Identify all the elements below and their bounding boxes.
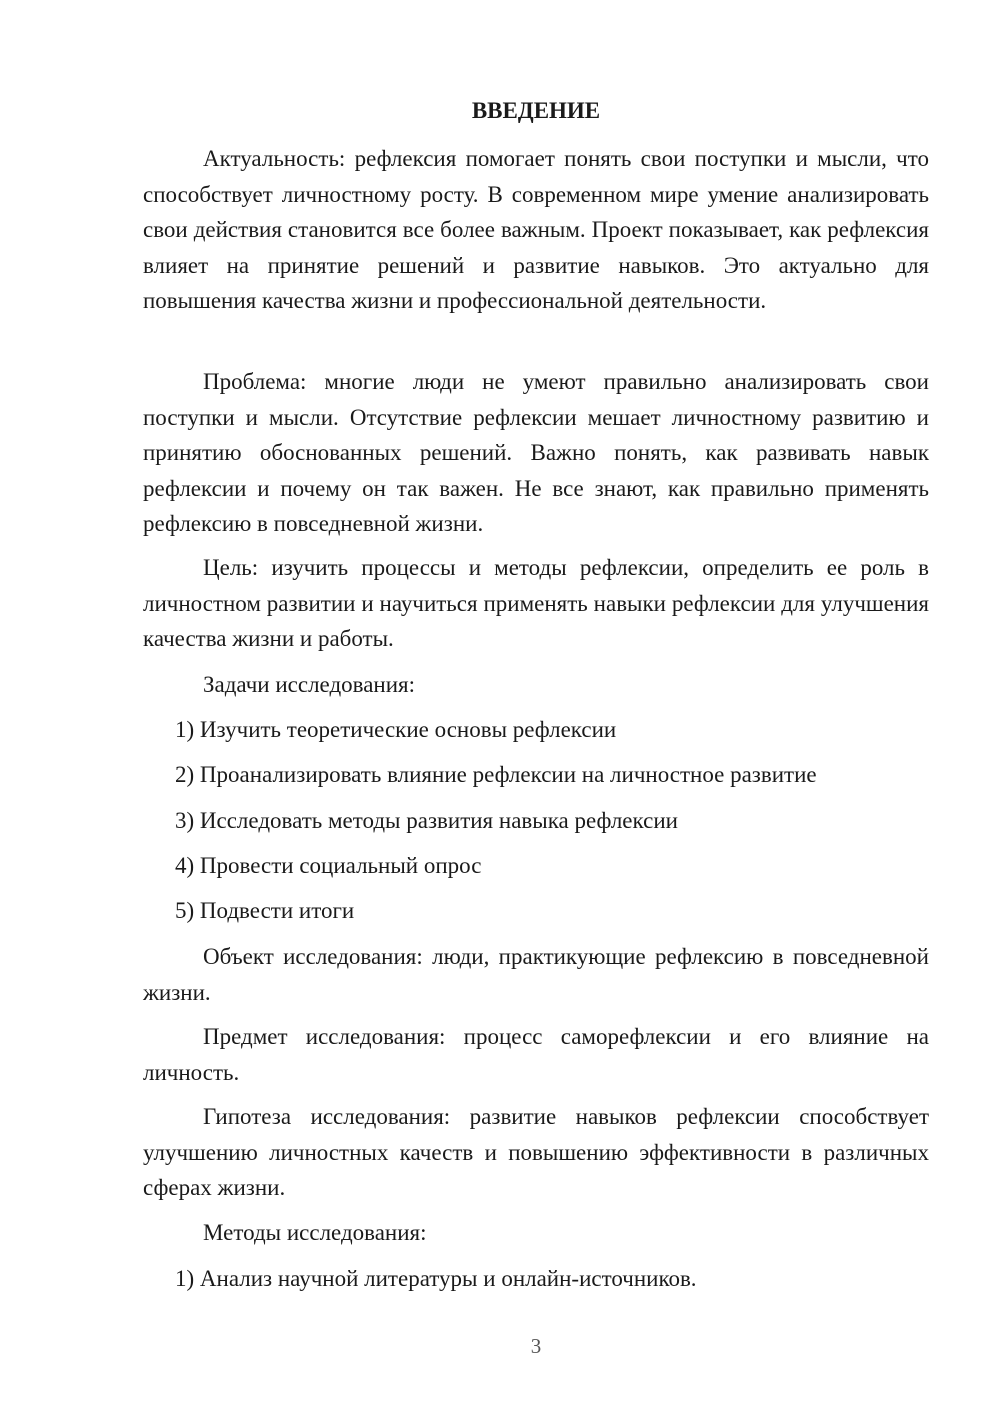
method-item-1: 1) Анализ научной литературы и онлайн-источников. (175, 1266, 697, 1291)
task-item-3: 3) Исследовать методы развития навыка рефлексии (175, 808, 678, 833)
object-paragraph: Объект исследования: люди, практикующие рефлексию в повседневной жизни. (143, 944, 929, 1005)
hypothesis-paragraph: Гипотеза исследования: развитие навыков рефлексии способствует улучшению личностных качеств и повышению эффективности в различных сферах жизни. (143, 1104, 929, 1200)
page-heading: ВВЕДЕНИЕ (471, 98, 601, 123)
task-item-4: 4) Провести социальный опрос (175, 853, 482, 878)
tasks-title: Задачи исследования: (203, 672, 416, 697)
goal-paragraph: Цель: изучить процессы и методы рефлексии, определить ее роль в личностном развитии и научиться применять навыки рефлексии для улучшения качества жизни и работы. (143, 555, 929, 651)
task-item-2: 2) Проанализировать влияние рефлексии на личностное развитие (175, 762, 817, 787)
subject-paragraph: Предмет исследования: процесс саморефлексии и его влияние на личность. (143, 1024, 929, 1085)
relevance-paragraph: Актуальность: рефлексия помогает понять свои поступки и мысли, что способствует личностному росту. В современном мире умение анализировать свои действия становится все более важным. Проект показывает, как рефлексия влияет на принятие решений и развитие навыков. Это актуально для повышения качества жизни и профессиональной деятельности. (143, 146, 929, 313)
task-item-5: 5) Подвести итоги (175, 898, 355, 923)
task-item-1: 1) Изучить теоретические основы рефлексии (175, 717, 617, 742)
methods-title: Методы исследования: (203, 1220, 427, 1245)
page-number: 3 (530, 1334, 542, 1358)
problem-paragraph: Проблема: многие люди не умеют правильно анализировать свои поступки и мысли. Отсутствие рефлексии мешает личностному развитию и принятию обоснованных решений. Важно понять, как развивать навык рефлексии и почему он так важен. Не все знают, как правильно применять рефлексию в повседневной жизни. (143, 369, 929, 536)
